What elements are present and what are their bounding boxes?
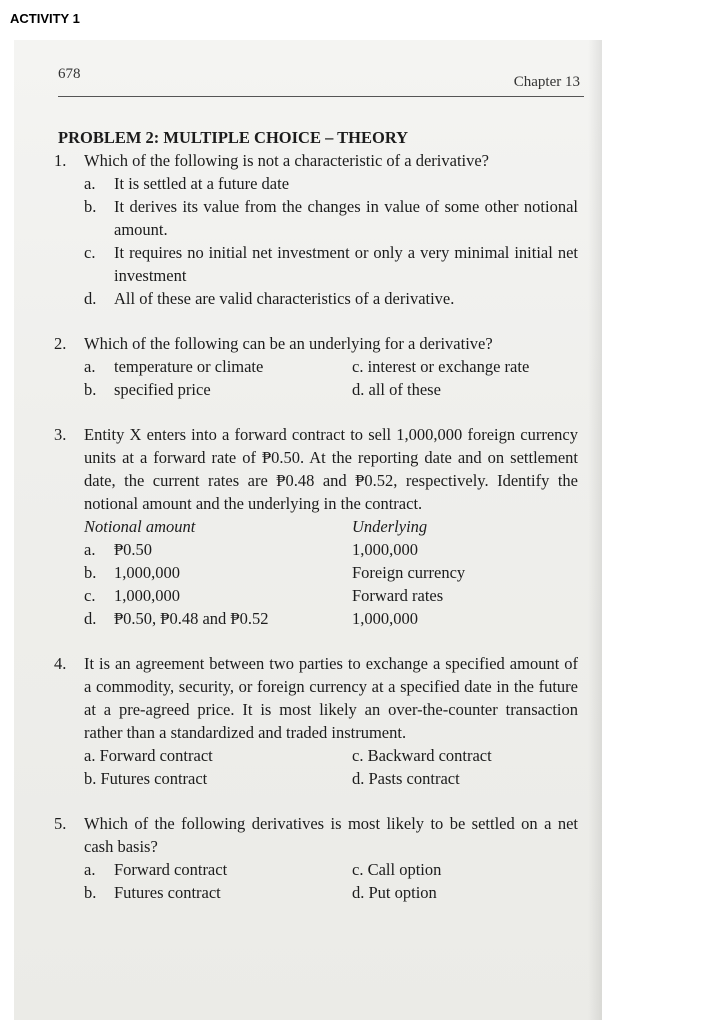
notional-value: 1,000,000 bbox=[114, 586, 180, 605]
column-header-notional: Notional amount bbox=[84, 517, 196, 536]
option-letter: d. bbox=[84, 609, 97, 628]
underlying-value: 1,000,000 bbox=[352, 609, 418, 628]
option bbox=[84, 881, 352, 904]
option-letter: a. bbox=[84, 860, 96, 879]
question-number: 2. bbox=[54, 334, 67, 353]
page-edge-shadow bbox=[588, 40, 602, 1020]
underlying-value: Foreign currency bbox=[352, 563, 466, 582]
notional-value: ₱0.50, ₱0.48 and ₱0.52 bbox=[114, 609, 269, 628]
option bbox=[84, 241, 578, 287]
option-text: Futures contract bbox=[114, 883, 221, 902]
question-4 bbox=[48, 652, 578, 790]
question-2 bbox=[48, 332, 578, 401]
underlying-value: Forward rates bbox=[352, 586, 444, 605]
option-text: All of these are valid characteristics of a derivative. bbox=[114, 289, 455, 308]
book-page bbox=[14, 40, 602, 1020]
notional-value: 1,000,000 bbox=[114, 563, 180, 582]
table-row-notional bbox=[84, 561, 352, 584]
option bbox=[84, 172, 578, 195]
option-text: temperature or climate bbox=[114, 357, 264, 376]
option bbox=[84, 287, 578, 310]
option-letter: a. bbox=[84, 357, 96, 376]
question-5 bbox=[48, 812, 578, 904]
option-text: specified price bbox=[114, 380, 211, 399]
option-letter: c. bbox=[84, 586, 96, 605]
option-letter: b. bbox=[84, 197, 97, 216]
option-letter: d. bbox=[84, 289, 97, 308]
table-row-notional bbox=[84, 607, 352, 630]
option-letter: b. bbox=[84, 563, 97, 582]
option: d. all of these bbox=[352, 380, 441, 399]
question-stem: Which of the following derivatives is most likely to be settled on a net cash basis? bbox=[84, 814, 578, 856]
problem-title: PROBLEM 2: MULTIPLE CHOICE – THEORY bbox=[58, 128, 409, 147]
table-row-notional bbox=[84, 538, 352, 561]
column-header-underlying: Underlying bbox=[352, 517, 428, 536]
option: c. Call option bbox=[352, 860, 442, 879]
notional-value: ₱0.50 bbox=[114, 540, 153, 559]
question-number: 5. bbox=[54, 814, 67, 833]
option: d. Put option bbox=[352, 883, 437, 902]
option bbox=[84, 355, 352, 378]
page-number: 678 bbox=[58, 66, 81, 82]
option-letter: c. bbox=[84, 243, 96, 262]
option-letter: b. bbox=[84, 883, 97, 902]
option bbox=[84, 378, 352, 401]
chapter-label: Chapter 13 bbox=[513, 74, 580, 90]
option bbox=[84, 195, 578, 241]
option-text: It is settled at a future date bbox=[114, 174, 290, 193]
table-row-notional bbox=[84, 584, 352, 607]
option: d. Pasts contract bbox=[352, 769, 460, 788]
question-number: 1. bbox=[54, 151, 67, 170]
option-text: It derives its value from the changes in value of some other notional amount. bbox=[114, 197, 578, 239]
option: b. Futures contract bbox=[84, 769, 208, 788]
question-stem: It is an agreement between two parties to exchange a specified amount of a commodity, security, or foreign currency at a specified date in the future at a pre-agreed price. It is most likely an over-the-counter transaction rather than a standardized and traded instrument. bbox=[84, 654, 578, 742]
option-letter: a. bbox=[84, 174, 96, 193]
option: c. interest or exchange rate bbox=[352, 357, 530, 376]
option-text: It requires no initial net investment or only a very minimal initial net investment bbox=[114, 243, 578, 285]
question-3 bbox=[48, 423, 578, 630]
option bbox=[84, 858, 352, 881]
question-stem: Entity X enters into a forward contract to sell 1,000,000 foreign currency units at a forward rate of ₱0.50. At the reporting date and on settlement date, the current rates are ₱0.48 and ₱0.52, respectively. Identify the notional amount and the underlying in the contract. bbox=[84, 425, 578, 513]
option-letter: a. bbox=[84, 540, 96, 559]
question-number: 3. bbox=[54, 425, 67, 444]
option-grid bbox=[84, 744, 578, 790]
underlying-value: 1,000,000 bbox=[352, 540, 418, 559]
option-text: Forward contract bbox=[114, 860, 228, 879]
activity-label: ACTIVITY 1 bbox=[10, 11, 80, 26]
question-1 bbox=[48, 149, 578, 310]
option: c. Backward contract bbox=[352, 746, 492, 765]
question-stem: Which of the following can be an underlying for a derivative? bbox=[84, 334, 493, 353]
option: a. Forward contract bbox=[84, 746, 213, 765]
option-grid bbox=[84, 355, 578, 401]
option-grid bbox=[84, 858, 578, 904]
question-number: 4. bbox=[54, 654, 67, 673]
header-rule bbox=[58, 96, 584, 97]
answer-table bbox=[84, 515, 578, 630]
problem-content bbox=[48, 126, 578, 904]
question-stem: Which of the following is not a characteristic of a derivative? bbox=[84, 151, 490, 170]
option-letter: b. bbox=[84, 380, 97, 399]
